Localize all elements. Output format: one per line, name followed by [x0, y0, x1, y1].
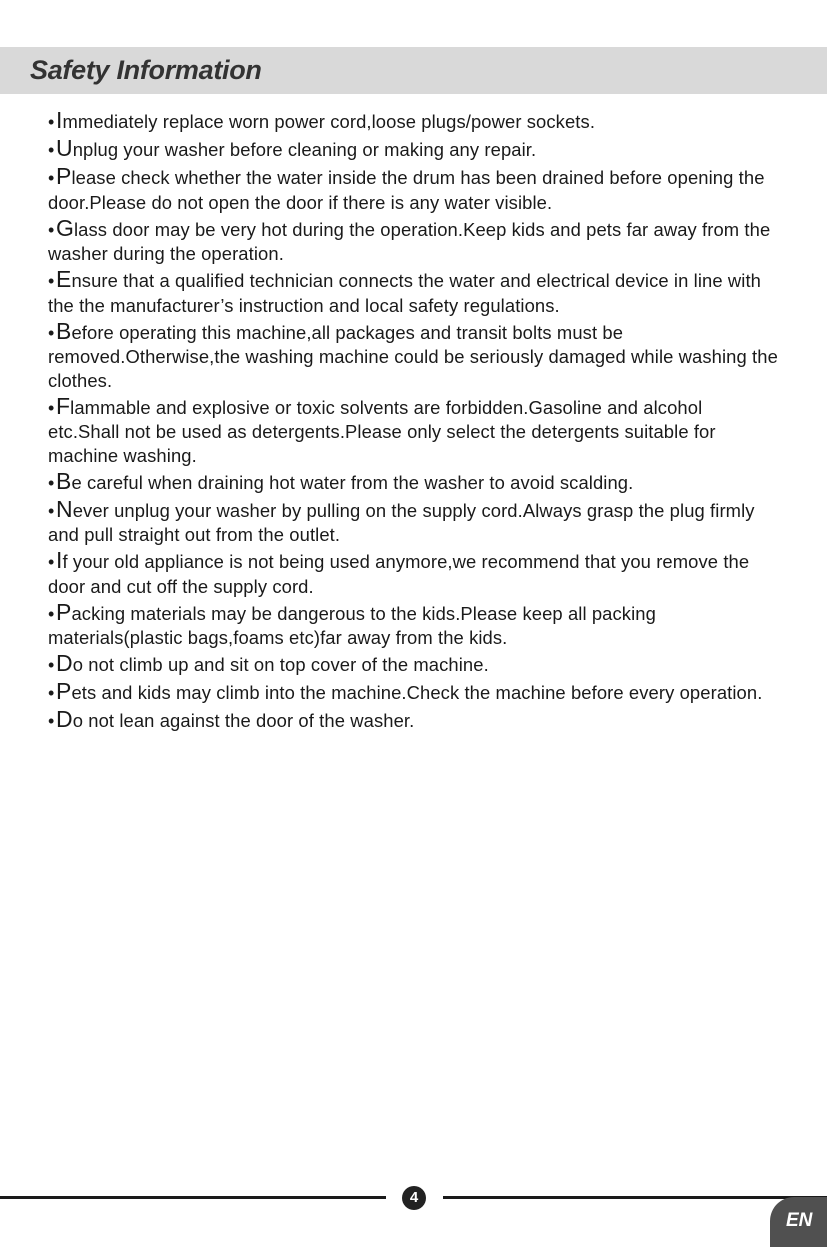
initial-letter: P — [56, 163, 72, 189]
safety-item — [48, 495, 778, 547]
bullet-marker: • — [48, 112, 55, 132]
footer-divider-right — [443, 1196, 827, 1199]
safety-item-text: lass door may be very hot during the operation.Keep kids and pets far away from the washer during the operation. — [48, 218, 771, 264]
safety-item-text: lammable and explosive or toxic solvents are forbidden.Gasoline and alcohol etc.Shall not be used as detergents.Please only select the detergents suitable for machine washing. — [48, 396, 716, 466]
safety-item — [48, 214, 778, 266]
safety-item — [48, 135, 778, 163]
safety-item-text: mmediately replace worn power cord,loose plugs/power sockets. — [62, 111, 596, 132]
bullet-marker: • — [48, 271, 55, 291]
safety-item — [48, 650, 778, 678]
initial-letter: B — [56, 317, 72, 344]
safety-item — [48, 317, 778, 393]
bullet-marker: • — [48, 140, 55, 160]
safety-item-text: lease check whether the water inside the drum has been drained before opening the door.Please do not open the door if there is any water visible. — [48, 167, 765, 213]
footer-divider-left — [0, 1196, 386, 1199]
safety-item — [48, 598, 778, 650]
bullet-marker: • — [48, 397, 55, 418]
safety-item — [48, 163, 778, 214]
section-header — [0, 47, 827, 94]
safety-item-text: nsure that a qualified technician connects the water and electrical device in line with the the manufacturer’s instruction and local safety regulations. — [48, 270, 762, 316]
initial-letter: U — [56, 135, 73, 161]
page-number-badge: 4 — [402, 1186, 426, 1210]
safety-item-text: nplug your washer before cleaning or making any repair. — [72, 139, 537, 160]
language-label: EN — [786, 1210, 813, 1231]
safety-list — [48, 107, 778, 737]
bullet-marker: • — [48, 711, 55, 731]
initial-letter: D — [56, 650, 73, 676]
bullet-marker: • — [48, 168, 55, 188]
bullet-marker: • — [48, 322, 55, 343]
initial-letter: F — [56, 392, 71, 419]
initial-letter: E — [56, 266, 72, 292]
initial-letter: D — [56, 706, 73, 732]
safety-item — [48, 107, 778, 135]
safety-item-text: f your old appliance is not being used anymore,we recommend that you remove the door and cut off the supply cord. — [48, 551, 750, 597]
safety-item-text: ets and kids may climb into the machine.Check the machine before every operation. — [71, 682, 763, 703]
bullet-marker: • — [48, 603, 55, 624]
bullet-marker: • — [48, 219, 55, 240]
initial-letter: I — [56, 547, 63, 573]
safety-item — [48, 266, 778, 317]
bullet-marker: • — [48, 500, 55, 521]
safety-item-text: o not climb up and sit on top cover of the machine. — [72, 654, 489, 675]
safety-item — [48, 467, 778, 496]
initial-letter: G — [56, 214, 74, 241]
safety-item-text: o not lean against the door of the washer. — [72, 710, 415, 731]
safety-item — [48, 392, 778, 468]
safety-item — [48, 706, 778, 734]
initial-letter: P — [56, 598, 72, 625]
initial-letter: I — [56, 107, 63, 133]
bullet-marker: • — [48, 552, 55, 572]
initial-letter: B — [56, 467, 72, 494]
bullet-marker: • — [48, 683, 55, 703]
bullet-marker: • — [48, 655, 55, 675]
safety-item — [48, 547, 778, 598]
safety-item — [48, 678, 778, 706]
initial-letter: N — [56, 495, 73, 522]
safety-item-text: e careful when draining hot water from the washer to avoid scalding. — [71, 471, 634, 493]
bullet-marker: • — [48, 472, 55, 493]
initial-letter: P — [56, 678, 72, 704]
safety-item-text: efore operating this machine,all packages and transit bolts must be removed.Otherwise,the washing machine could be seriously damaged while washing the clothes. — [48, 321, 778, 391]
safety-item-text: ever unplug your washer by pulling on the supply cord.Always grasp the plug firmly and pull straight out from the outlet. — [48, 499, 755, 545]
safety-item-text: acking materials may be dangerous to the kids.Please keep all packing materials(plastic bags,foams etc)far away from the kids. — [48, 602, 656, 648]
section-title: Safety Information — [30, 55, 262, 85]
